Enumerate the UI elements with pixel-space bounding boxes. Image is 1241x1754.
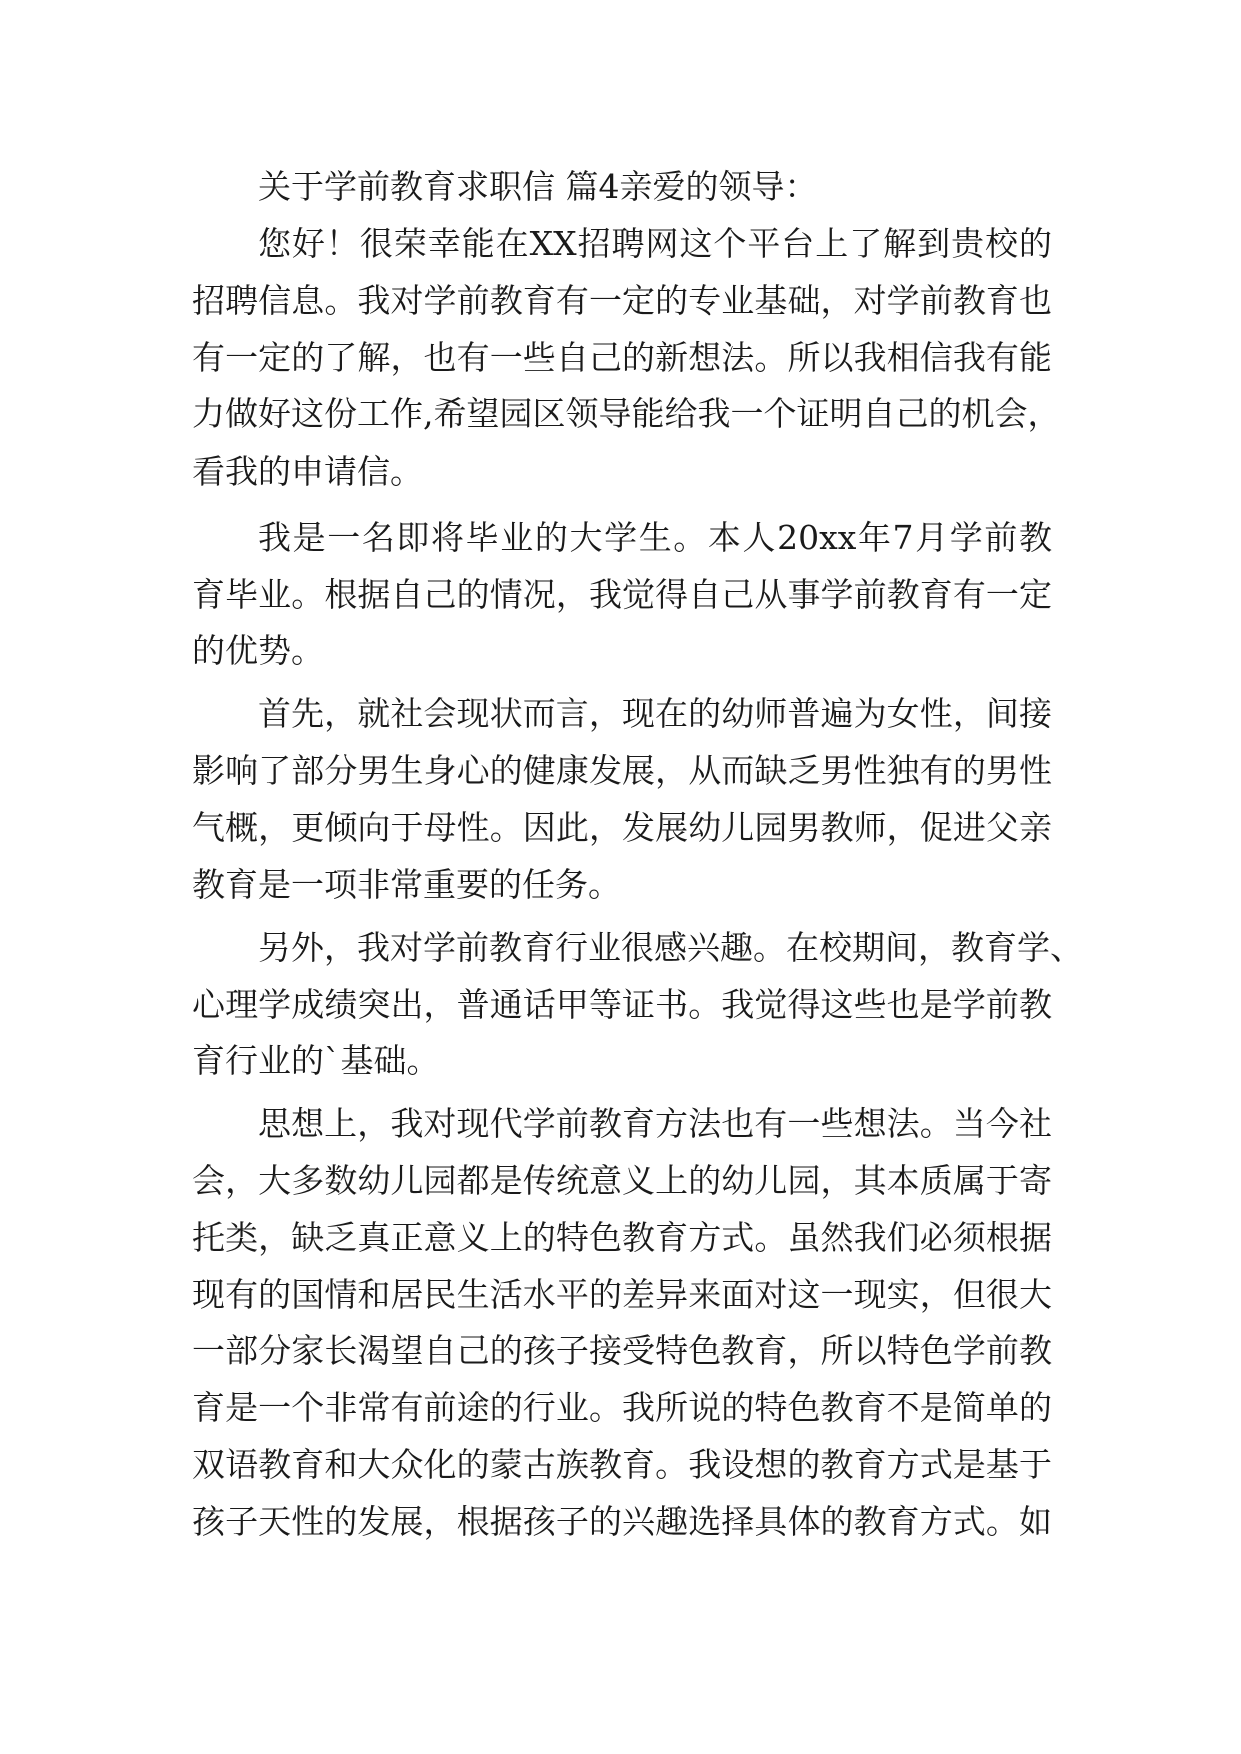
- document-heading-line: 关于学前教育求职信 篇4亲爱的领导：: [258, 167, 818, 206]
- paragraph-3-line-1: 首先，就社会现状而言，现在的幼师普遍为女性，间接: [258, 694, 1052, 733]
- paragraph-5-line-7: 双语教育和大众化的蒙古族教育。我设想的教育方式是基于: [192, 1445, 1052, 1484]
- paragraph-1-line-5: 看我的申请信。: [192, 452, 423, 491]
- paragraph-1-line-4: 力做好这份工作,希望园区领导能给我一个证明自己的机会，: [192, 394, 1061, 433]
- paragraph-2-line-1: 我是一名即将毕业的大学生。本人20xx年7月学前教: [258, 518, 1052, 557]
- paragraph-4-line-3: 育行业的`基础。: [192, 1041, 440, 1080]
- paragraph-2-line-2: 育毕业。根据自己的情况，我觉得自己从事学前教育有一定: [192, 575, 1052, 614]
- paragraph-5-line-8: 孩子天性的发展，根据孩子的兴趣选择具体的教育方式。如: [192, 1502, 1052, 1541]
- paragraph-5-line-3: 托类，缺乏真正意义上的特色教育方式。虽然我们必须根据: [192, 1218, 1052, 1257]
- paragraph-5-line-1: 思想上，我对现代学前教育方法也有一些想法。当今社: [258, 1104, 1052, 1143]
- paragraph-1-line-3: 有一定的了解，也有一些自己的新想法。所以我相信我有能: [192, 338, 1052, 377]
- paragraph-1-line-1: 您好！很荣幸能在XX招聘网这个平台上了解到贵校的: [258, 224, 1052, 263]
- paragraph-3-line-4: 教育是一项非常重要的任务。: [192, 865, 621, 904]
- paragraph-3-line-3: 气概，更倾向于母性。因此，发展幼儿园男教师，促进父亲: [192, 808, 1052, 847]
- paragraph-5-line-4: 现有的国情和居民生活水平的差异来面对这一现实，但很大: [192, 1275, 1052, 1314]
- paragraph-3-line-2: 影响了部分男生身心的健康发展，从而缺乏男性独有的男性: [192, 751, 1052, 790]
- paragraph-5-line-5: 一部分家长渴望自己的孩子接受特色教育，所以特色学前教: [192, 1331, 1052, 1370]
- paragraph-1-line-2: 招聘信息。我对学前教育有一定的专业基础，对学前教育也: [192, 281, 1052, 320]
- paragraph-4-line-2: 心理学成绩突出，普通话甲等证书。我觉得这些也是学前教: [192, 985, 1052, 1024]
- paragraph-5-line-6: 育是一个非常有前途的行业。我所说的特色教育不是简单的: [192, 1388, 1052, 1427]
- paragraph-5-line-2: 会，大多数幼儿园都是传统意义上的幼儿园，其本质属于寄: [192, 1161, 1052, 1200]
- paragraph-4-line-1: 另外，我对学前教育行业很感兴趣。在校期间，教育学、: [258, 928, 1083, 967]
- paragraph-2-line-3: 的优势。: [192, 631, 324, 670]
